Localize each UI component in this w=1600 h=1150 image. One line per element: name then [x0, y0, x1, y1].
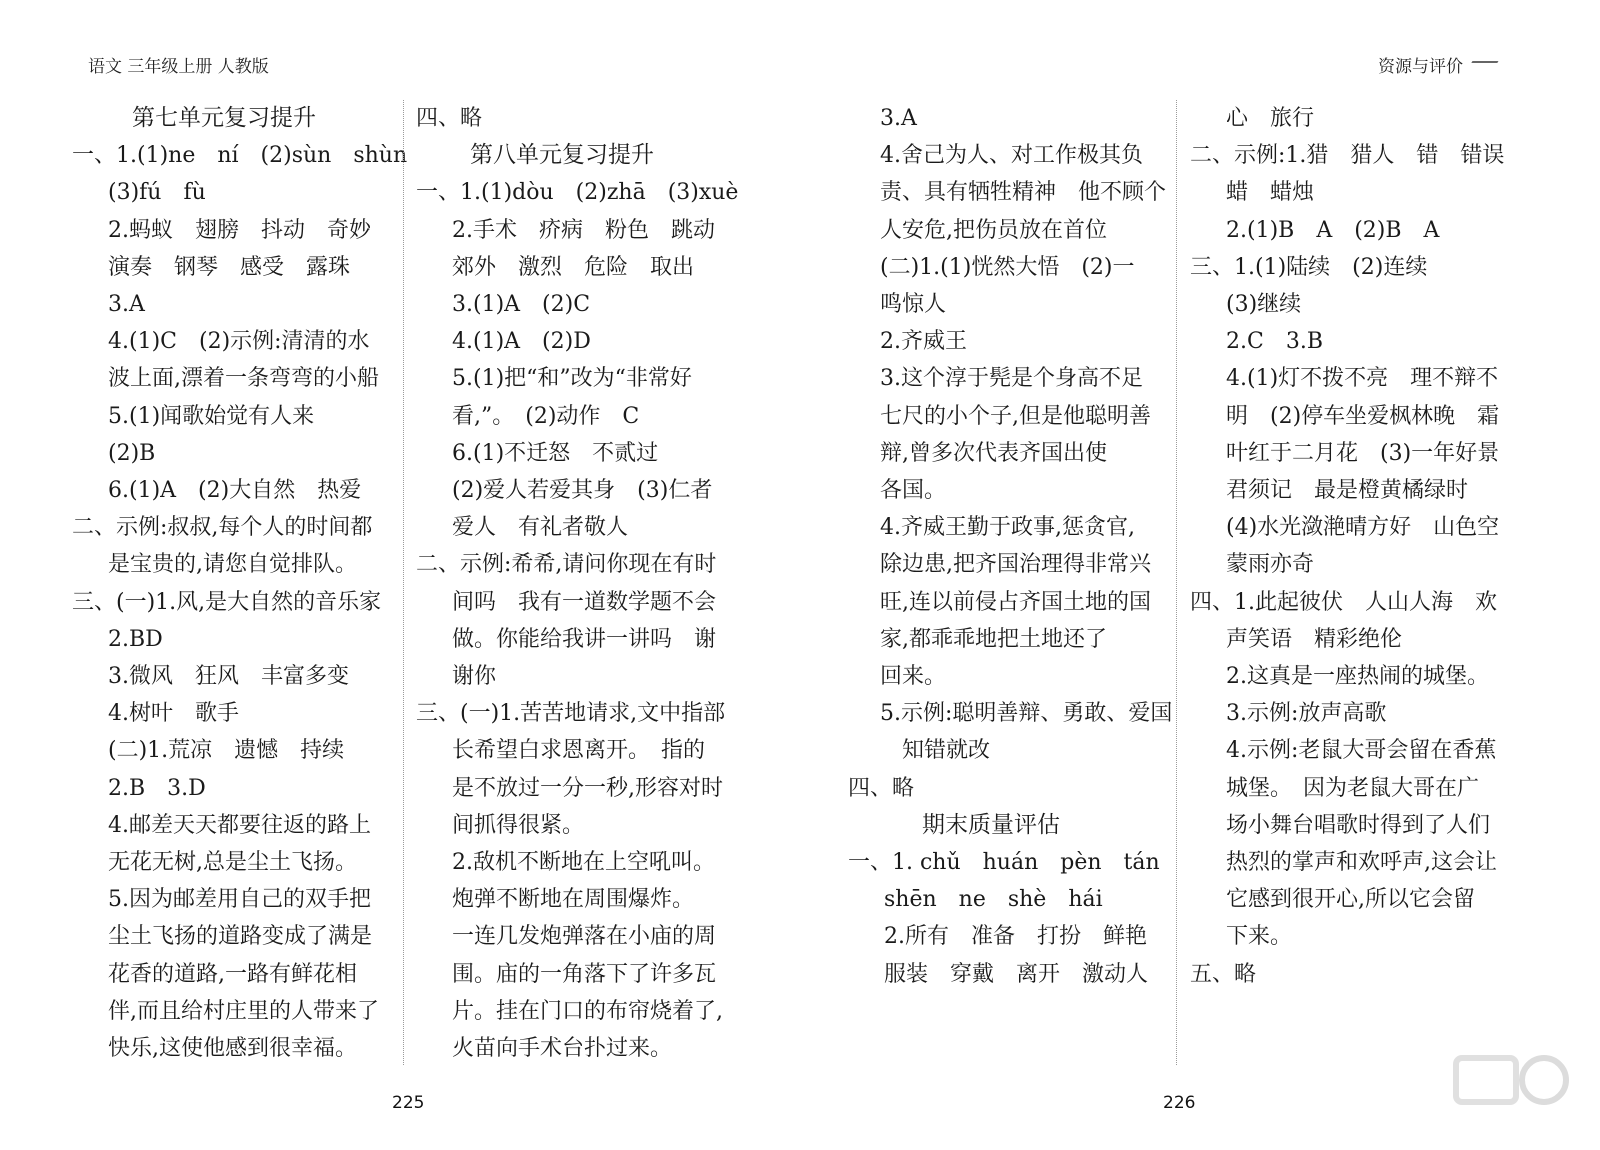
answer-line: 鸣惊人 [880, 292, 947, 317]
answer-line: 6.(1)A (2)大自然 热爱 [108, 478, 362, 503]
answer-line: 片。挂在门口的布帘烧着了, [452, 999, 723, 1024]
answer-line: 3.微风 狂风 丰富多变 [108, 664, 349, 689]
answer-line: 君须记 最是橙黄橘绿时 [1226, 478, 1469, 503]
page-number-right: 226 [1163, 1093, 1196, 1113]
answer-line: 3.A [108, 292, 145, 317]
answer-line: 4.(1)灯不拨不亮 理不辩不 [1226, 366, 1499, 391]
answer-line: 做。你能给我讲一讲吗 谢 [452, 627, 717, 652]
answer-line: 一、1. chǔ huán pèn tán [848, 850, 1160, 875]
answer-line: 间抓得很紧。 [452, 813, 585, 838]
answer-line: 2.敌机不断地在上空吼叫。 [452, 850, 715, 875]
header-series-label: 资源与评价 [1378, 57, 1463, 77]
answer-line: 热烈的掌声和欢呼声,这会让 [1226, 850, 1497, 875]
answer-line: 火苗向手术台扑过来。 [452, 1036, 673, 1061]
answer-line: 2.(1)B A (2)B A [1226, 218, 1440, 243]
answer-line: 4.邮差天天都要往返的路上 [108, 813, 371, 838]
answer-line: 心 旅行 [1226, 106, 1315, 131]
answer-line: 辩,曾多次代表齐国出使 [880, 441, 1107, 466]
column-divider [1176, 100, 1177, 1065]
answer-line: 场小舞台唱歌时得到了人们 [1226, 813, 1491, 838]
answer-line: 波上面,漂着一条弯弯的小船 [108, 366, 379, 391]
answer-line: (2)B [108, 441, 156, 466]
answer-line: 4.示例:老鼠大哥会留在香蕉 [1226, 738, 1497, 763]
answer-line: 城堡。 因为老鼠大哥在广 [1226, 776, 1480, 801]
header-book-title: 语文 三年级上册 人教版 [88, 57, 269, 77]
answer-line: 回来。 [880, 664, 947, 689]
section-heading: 第七单元复习提升 [132, 105, 316, 131]
answer-line: 5.(1)闻歌始觉有人来 [108, 404, 315, 429]
answer-line: 4.(1)A (2)D [452, 329, 591, 354]
answer-line: 2.所有 准备 打扮 鲜艳 [884, 924, 1147, 949]
answer-line: 郊外 激烈 危险 取出 [452, 255, 695, 280]
answer-line: 3.这个淳于髡是个身高不足 [880, 366, 1143, 391]
answer-line: 一连几发炮弹落在小庙的周 [452, 924, 717, 949]
answer-line: 伴,而且给村庄里的人带来了 [108, 999, 379, 1024]
section-heading: 第八单元复习提升 [470, 142, 654, 168]
answer-line: 4.舍己为人、对工作极其负 [880, 143, 1143, 168]
answer-line: 6.(1)不迁怒 不贰过 [452, 441, 659, 466]
answer-line: (3)fú fù [108, 180, 206, 205]
answer-line: 二、示例:1.猎 猎人 错 错误 [1190, 143, 1505, 168]
header-decoration-icon [1466, 61, 1499, 73]
answer-line: (二)1.荒凉 遗憾 持续 [108, 738, 345, 763]
answer-line: 家,都乖乖地把土地还了 [880, 627, 1107, 652]
answer-line: (2)爱人若爱其身 (3)仁者 [452, 478, 713, 503]
answer-line: 它感到很开心,所以它会留 [1226, 887, 1475, 912]
answer-line: 四、略 [848, 776, 915, 801]
answer-line: 5.(1)把“和”改为“非常好 [452, 366, 692, 391]
header-series-title [1378, 52, 1495, 77]
answer-line: 2.齐威王 [880, 329, 967, 354]
answer-line: 尘土飞扬的道路变成了满是 [108, 924, 373, 949]
answer-line: 3.示例:放声高歌 [1226, 701, 1387, 726]
answer-line: (4)水光潋滟晴方好 山色空 [1226, 515, 1500, 540]
answer-line: 三、1.(1)陆续 (2)连续 [1190, 255, 1428, 280]
answer-line: 各国。 [880, 478, 947, 503]
answer-line: 是宝贵的,请您自觉排队。 [108, 552, 357, 577]
answer-line: 二、示例:希希,请问你现在有时 [416, 552, 717, 577]
answer-line: 二、示例:叔叔,每个人的时间都 [72, 515, 373, 540]
answer-line: 蒙雨亦奇 [1226, 552, 1315, 577]
answer-line: 间吗 我有一道数学题不会 [452, 590, 717, 615]
answer-line: 无花无树,总是尘土飞扬。 [108, 850, 357, 875]
answer-line: 一、1.(1)dòu (2)zhā (3)xuè [416, 180, 739, 205]
answer-line: 三、(一)1.苦苦地请求,文中指部 [416, 701, 726, 726]
answer-line: 四、略 [416, 106, 483, 131]
answer-line: 三、(一)1.风,是大自然的音乐家 [72, 590, 382, 615]
answer-line: 下来。 [1226, 924, 1293, 949]
answer-line: 是不放过一分一秒,形容对时 [452, 776, 723, 801]
answer-line: 2.手术 疥病 粉色 跳动 [452, 218, 715, 243]
answer-line: 演奏 钢琴 感受 露珠 [108, 255, 351, 280]
answer-line: 看,”。 (2)动作 C [452, 404, 640, 429]
answer-line: 2.BD [108, 627, 163, 652]
answer-line: 明 (2)停车坐爱枫林晚 霜 [1226, 404, 1500, 429]
answer-line: 蜡 蜡烛 [1226, 180, 1315, 205]
answer-line: 炮弹不断地在周围爆炸。 [452, 887, 695, 912]
answer-line: 声笑语 精彩绝伦 [1226, 627, 1403, 652]
answer-line: 4.(1)C (2)示例:清清的水 [108, 329, 370, 354]
answer-line: 2.这真是一座热闹的城堡。 [1226, 664, 1489, 689]
answer-line: 一、1.(1)ne ní (2)sùn shùn [72, 143, 408, 168]
answer-line: 旺,连以前侵占齐国土地的国 [880, 590, 1151, 615]
answer-line: 2.B 3.D [108, 776, 206, 801]
answer-line: 花香的道路,一路有鲜花相 [108, 962, 357, 987]
answer-line: 谢你 [452, 664, 497, 689]
section-heading: 期末质量评估 [922, 812, 1060, 838]
answer-line: 知错就改 [902, 738, 991, 763]
answer-line: 2.C 3.B [1226, 329, 1323, 354]
answer-line: 快乐,这使他感到很幸福。 [108, 1036, 357, 1061]
answer-line: 2.蚂蚁 翅膀 抖动 奇妙 [108, 218, 371, 243]
answer-line: 5.示例:聪明善辩、勇敢、爱国 [880, 701, 1173, 726]
answer-line: 七尺的小个子,但是他聪明善 [880, 404, 1151, 429]
answer-line: 叶红于二月花 (3)一年好景 [1226, 441, 1500, 466]
answer-line: 服装 穿戴 离开 激动人 [884, 962, 1149, 987]
answer-line: shēn ne shè hái [884, 887, 1103, 912]
answer-line: (3)继续 [1226, 292, 1302, 317]
answer-line: 四、1.此起彼伏 人山人海 欢 [1190, 590, 1497, 615]
watermark-logo-icon [1452, 1040, 1572, 1140]
column-divider [403, 100, 404, 1065]
page-number-left: 225 [392, 1093, 425, 1113]
answer-line: 4.齐威王勤于政事,惩贪官, [880, 515, 1135, 540]
answer-line: 5.因为邮差用自己的双手把 [108, 887, 371, 912]
answer-line: 3.A [880, 106, 917, 131]
answer-line: 3.(1)A (2)C [452, 292, 591, 317]
answer-line: 人安危,把伤员放在首位 [880, 218, 1107, 243]
answer-line: 除边患,把齐国治理得非常兴 [880, 552, 1151, 577]
answer-line: (二)1.(1)恍然大悟 (2)一 [880, 255, 1135, 280]
answer-line: 4.树叶 歌手 [108, 701, 239, 726]
answer-line: 责、具有牺牲精神 他不顾个 [880, 180, 1167, 205]
answer-line: 长希望白求恩离开。 指的 [452, 738, 706, 763]
answer-line: 五、略 [1190, 962, 1257, 987]
answer-line: 爱人 有礼者敬人 [452, 515, 629, 540]
answer-line: 围。庙的一角落下了许多瓦 [452, 962, 717, 987]
